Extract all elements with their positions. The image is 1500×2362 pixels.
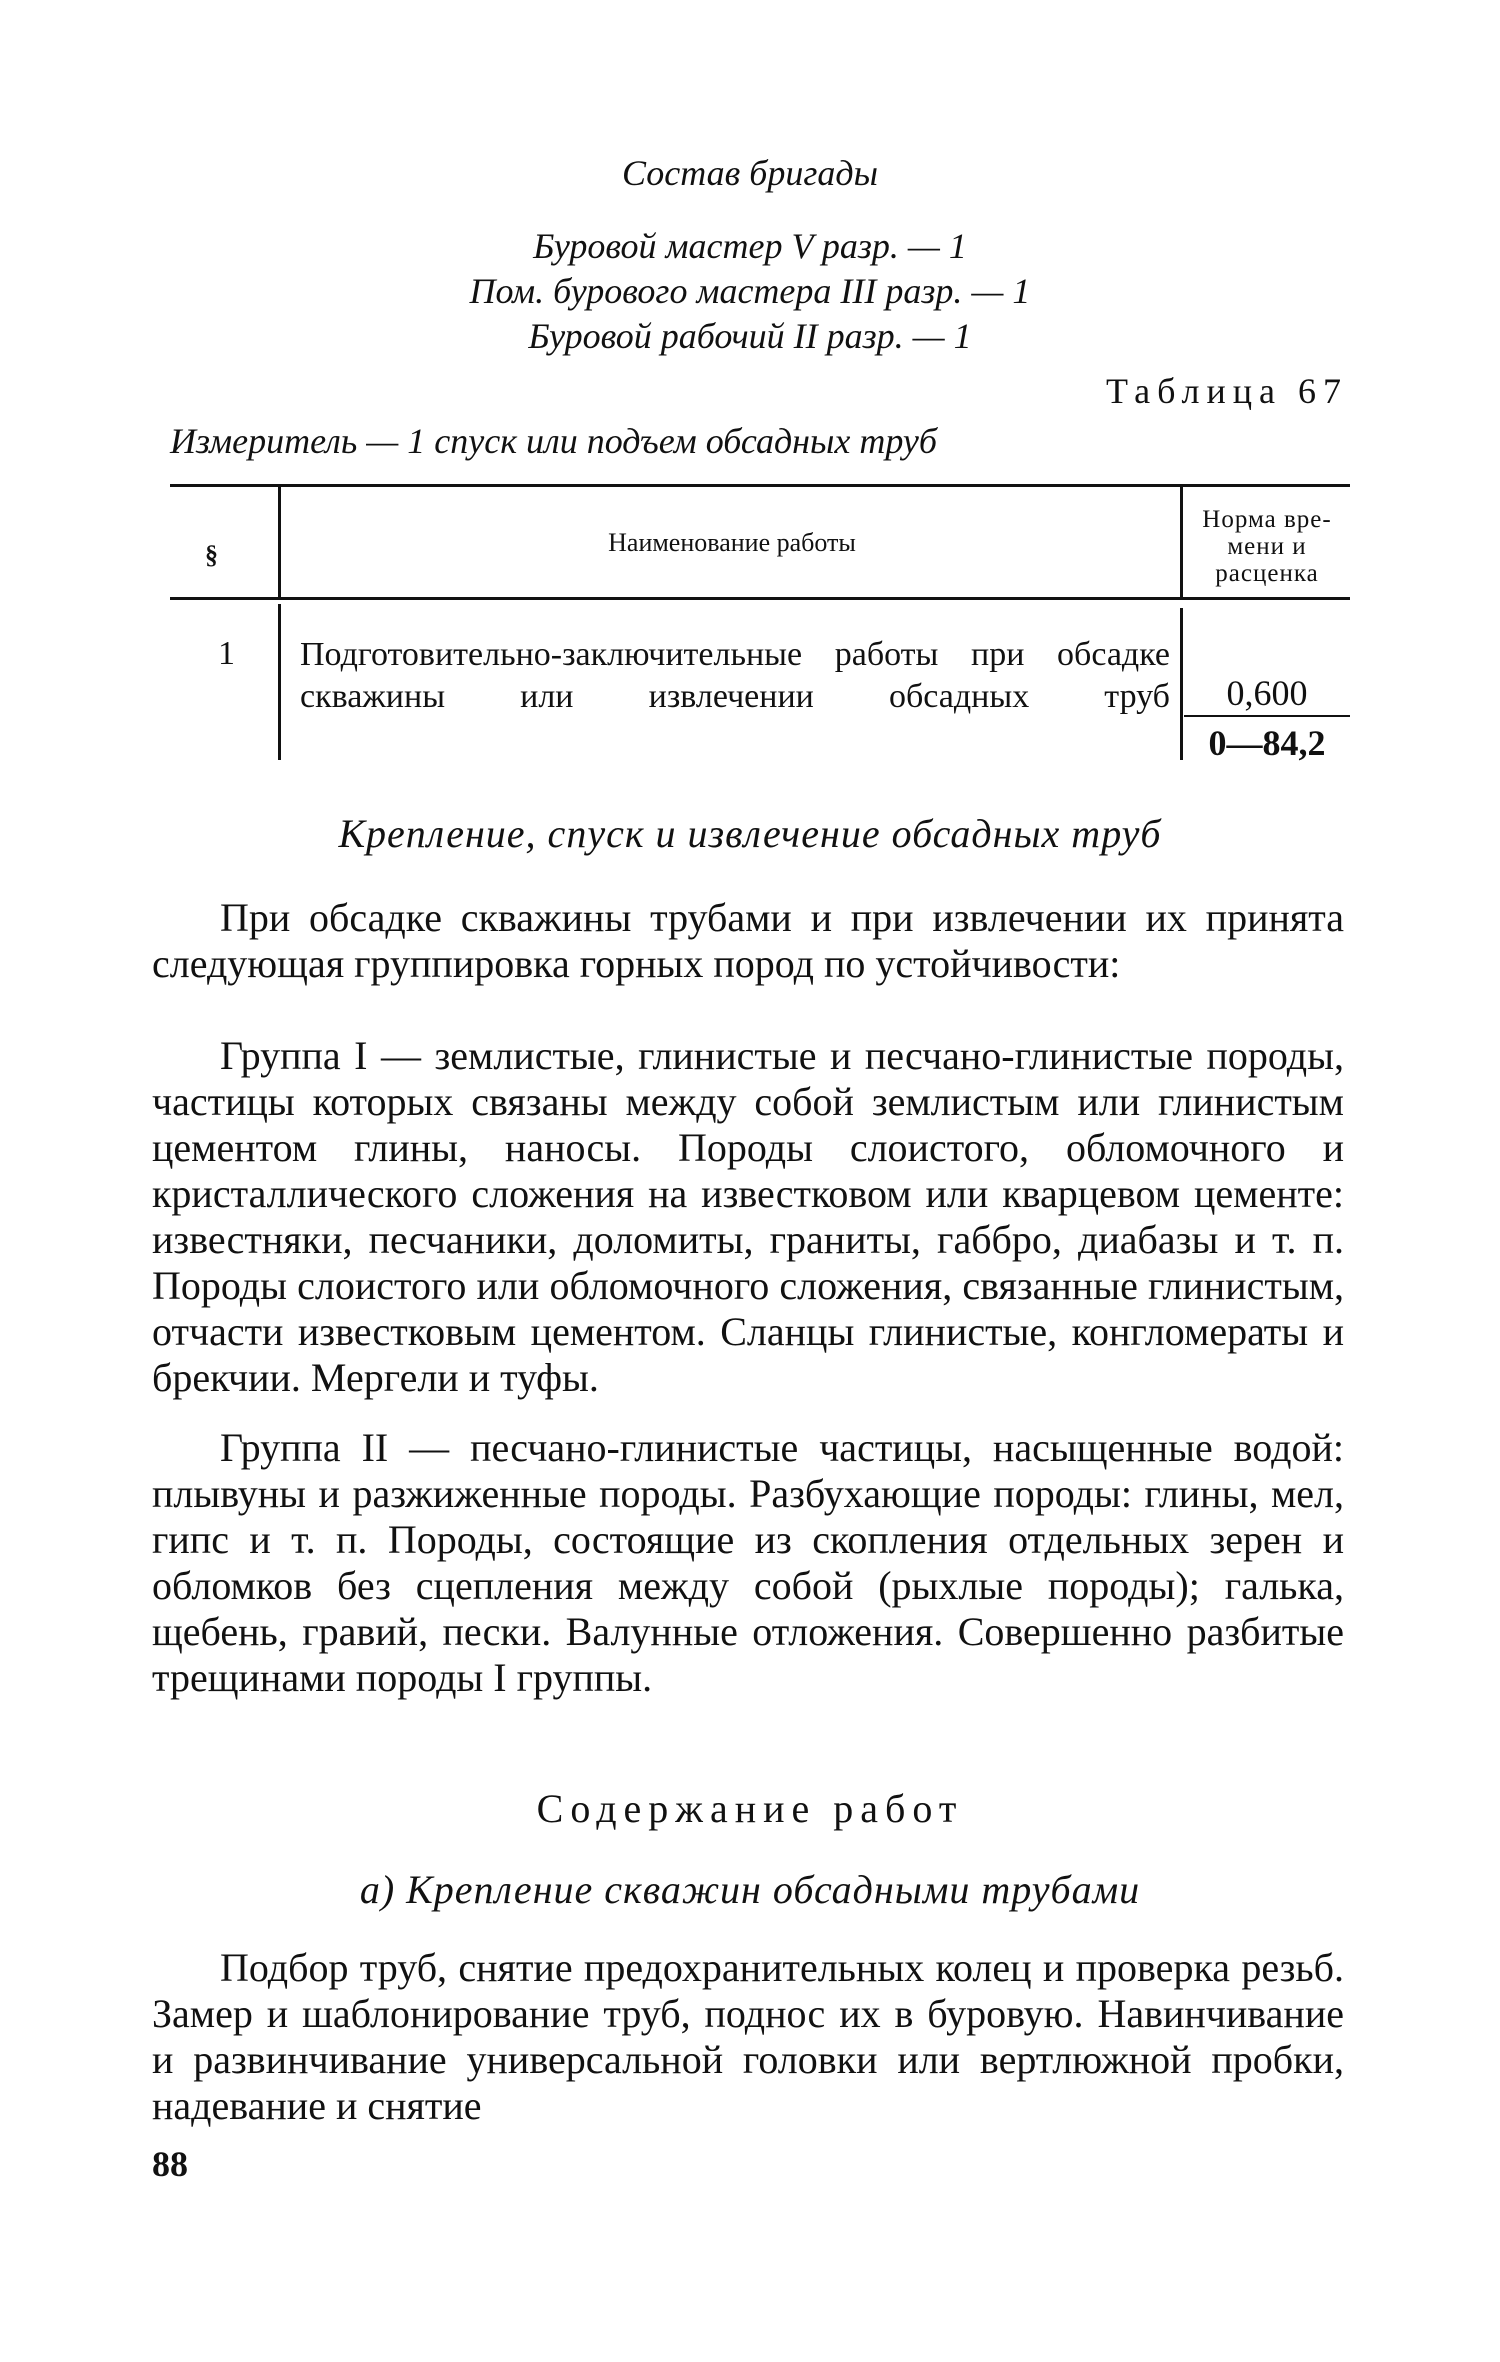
row-work: Подготовительно-заключительные работы при обсадке скважины или извлечении обсадных труб: [300, 636, 1170, 715]
table-divider: [1180, 608, 1183, 760]
row-time-norm: 0,600: [1226, 673, 1308, 713]
paragraph-text: Группа II — песчано-глинистые частицы, насыщенные водой: плывуны и разжиженные породы. Разбухающие породы: глины, мел, гипс и т. п. Породы, состоящие из скопления отдельных зерен и обломков без сцепления между собой (рыхлые породы); галька, щебень, гравий, пески. Валунные отложения. Совершенно разбитые трещинами породы I группы.: [152, 1425, 1344, 1700]
crew-member: Буровой мастер V разр. — 1: [533, 226, 967, 266]
header-number: §: [205, 540, 218, 569]
paragraph: [152, 895, 1344, 987]
content-subheading: а) Крепление скважин обсадными трубами: [359, 1867, 1141, 1912]
crew-title: Состав бригады: [621, 153, 879, 193]
paragraph: [152, 1033, 1344, 1401]
paragraph-text: Группа I — землистые, глинистые и песчано-глинистые породы, частицы которых связаны между собой землистым или глинистым цементом глины, наносы. Породы слоистого, обломочного и кристаллического сложения на известковом или кварцевом цементе: известняки, песчаники, доломиты, граниты, габбро, диабазы и т. п. Породы слоистого или обломочного сложения, связанные глинистым, отчасти известковым цементом. Сланцы глинистые, конгломераты и брекчии. Мергели и туфы.: [152, 1033, 1344, 1400]
row-number: 1: [218, 635, 235, 672]
paragraph-text: При обсадке скважины трубами и при извлечении их принята следующая группировка горных пород по устойчивости:: [152, 895, 1344, 986]
section-heading: Крепление, спуск и извлечение обсадных труб: [338, 811, 1162, 856]
table-divider: [278, 604, 281, 760]
table-top-rule: [170, 484, 1350, 487]
header-norm-line: мени и: [1227, 533, 1307, 560]
header-norm-line: расценка: [1215, 560, 1319, 587]
crew-member: Пом. бурового мастера III разр. — 1: [469, 271, 1031, 311]
paragraph: [152, 1425, 1344, 1701]
crew-member: Буровой рабочий II разр. — 1: [528, 316, 972, 356]
paragraph-text: Подбор труб, снятие предохранительных колец и проверка резьб. Замер и шаблонирование труб, поднос их в буровую. Навинчивание и развинчивание универсальной головки или вертлюжной пробки, надевание и снятие: [152, 1945, 1344, 2128]
table-divider: [278, 487, 281, 600]
crew-list: [0, 224, 1500, 359]
row-price: 0—84,2: [1208, 723, 1326, 763]
content-heading: Содержание работ: [536, 1786, 964, 1831]
table-label: Таблица 67: [1106, 371, 1348, 411]
page-number: 88: [152, 2144, 188, 2184]
fraction-rule: [1184, 715, 1350, 717]
paragraph: [152, 1945, 1344, 2129]
table-header-rule: [170, 597, 1350, 600]
header-work-name: Наименование работы: [608, 528, 856, 557]
header-norm-line: Норма вре-: [1202, 506, 1332, 533]
header-norm: [1184, 506, 1350, 587]
table-measure: Измеритель — 1 спуск или подъем обсадных труб: [170, 421, 937, 461]
